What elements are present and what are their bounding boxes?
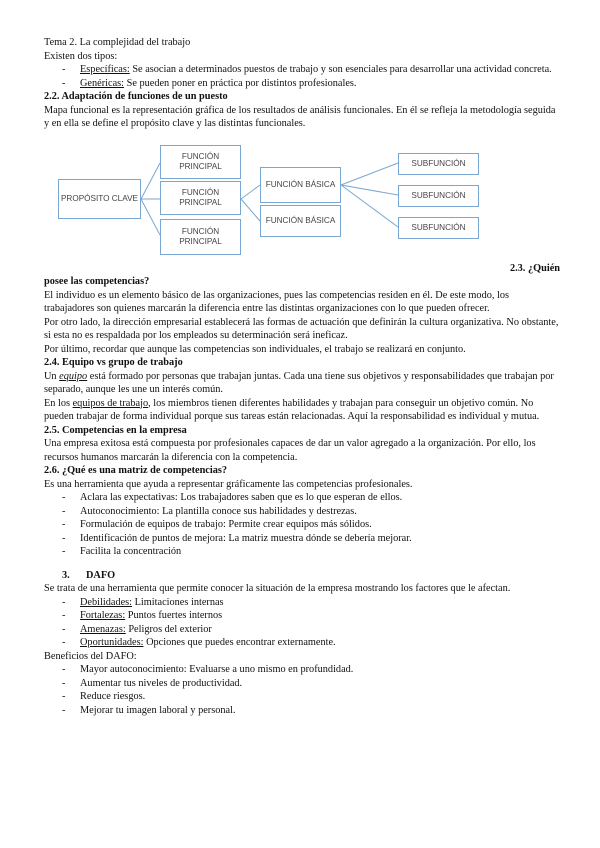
list-item — [44, 623, 560, 637]
diagram-node-sub: SUBFUNCIÓN — [398, 185, 479, 207]
diagram-node-basica: FUNCIÓN BÁSICA — [260, 205, 341, 237]
text-run: Un — [44, 370, 60, 382]
list-term: Fortalezas: — [80, 610, 126, 621]
diagram-node-sub: SUBFUNCIÓN — [398, 217, 479, 239]
text-run: En los — [44, 397, 73, 409]
section-heading-2-4: 2.4. Equipo vs grupo de trabajo — [44, 357, 183, 368]
paragraph: Por último, recordar que aunque las competencias son individuales, el trabajo se realizará en conjunto. — [44, 343, 466, 355]
list-item: - Mayor autoconocimiento: Evaluarse a uno mismo en profundidad. — [44, 663, 560, 677]
list-item — [44, 77, 560, 91]
list-term: Debilidades: — [80, 596, 133, 608]
list-item — [44, 609, 560, 623]
topic-title: Tema 2. La complejidad del trabajo — [44, 37, 191, 48]
matrix-benefits-list — [44, 491, 560, 559]
paragraph: Beneficios del DAFO: — [44, 650, 137, 662]
list-item — [44, 63, 560, 77]
list-item — [44, 596, 560, 610]
connector-line — [241, 199, 260, 221]
list-item: - Mejorar tu imagen laboral y personal. — [44, 704, 560, 718]
list-item: - Aumentar tus niveles de productividad. — [44, 677, 560, 691]
paragraph — [44, 397, 560, 424]
list-text: Se pueden poner en práctica por distintos profesionales. — [124, 77, 357, 89]
paragraph: El individuo es un elemento básico de las organizaciones, pues las competencias residen en él. De este modo, los trabajadores son quienes marcarán la diferencia entre las distintas organizaciones con lo que pueden ofrecer. — [44, 289, 510, 314]
paragraph: Se trata de una herramienta que permite conocer la situación de la empresa mostrando los factores que le afectan. — [44, 583, 511, 594]
list-term: Genéricas: — [80, 77, 125, 89]
paragraph: Una empresa exitosa está compuesta por profesionales capaces de dar un valor agregado a la organización. Por ello, los recursos humanos marcarán la diferencia con la competencia. — [44, 438, 536, 463]
connector-line — [141, 163, 160, 199]
list-term: Específicas: — [80, 64, 130, 75]
functional-map-diagram — [58, 141, 558, 259]
types-list — [44, 63, 560, 90]
term-equipos-de-trabajo: equipos de trabajo — [72, 397, 149, 409]
list-text: Puntos fuertes internos — [125, 610, 223, 621]
dafo-factors-list — [44, 596, 560, 650]
list-text: Se asocian a determinados puestos de trabajo y son esenciales para desarrollar una actividad concreta. — [129, 64, 552, 75]
connector-line — [341, 163, 398, 185]
list-item: - Facilita la concentración — [44, 545, 560, 559]
diagram-node-root: PROPÓSITO CLAVE — [58, 179, 141, 219]
list-item: - Formulación de equipos de trabajo: Permite crear equipos más sólidos. — [44, 518, 560, 532]
term-equipo: equipo — [59, 370, 88, 382]
connector-line — [141, 199, 160, 235]
section-number: 3. — [62, 569, 70, 581]
paragraph — [44, 370, 560, 397]
diagram-node-sub: SUBFUNCIÓN — [398, 153, 479, 175]
connector-line — [341, 185, 398, 195]
document-page — [44, 36, 560, 717]
diagram-node-basica: FUNCIÓN BÁSICA — [260, 167, 341, 203]
list-item: - Aclara las expectativas: Los trabajadores saben que es lo que esperan de ellos. — [44, 491, 560, 505]
connector-line — [241, 185, 260, 199]
list-text: Limitaciones internas — [132, 596, 224, 608]
paragraph: Por otro lado, la dirección empresarial establecerá las formas de actuación que definirán la cultura organizativa. No obstante, si esta no es respaldada por los empleados su determinación será ineficaz. — [44, 316, 559, 341]
list-item: - Autoconocimiento: La plantilla conoce sus habilidades y destrezas. — [44, 505, 560, 519]
list-item — [44, 636, 560, 650]
connector-line — [341, 185, 398, 227]
section-heading-2-3-part1: 2.3. ¿Quién — [509, 262, 560, 274]
section-heading-2-3-part2: posee las competencias? — [44, 276, 150, 287]
section-heading-2-5: 2.5. Competencias en la empresa — [44, 424, 187, 436]
list-term: Amenazas: — [80, 623, 126, 635]
section-title: DAFO — [86, 569, 116, 581]
types-intro: Existen dos tipos: — [44, 50, 118, 62]
diagram-node-principal: FUNCIÓN PRINCIPAL — [160, 145, 241, 179]
section-heading-2-2: 2.2. Adaptación de funciones de un puesto — [44, 91, 228, 102]
diagram-node-principal: FUNCIÓN PRINCIPAL — [160, 219, 241, 255]
dafo-benefits-list — [44, 663, 560, 717]
paragraph: Es una herramienta que ayuda a representar gráficamente las competencias profesionales. — [44, 478, 413, 490]
section-heading-3 — [44, 569, 560, 583]
list-text: Peligros del exterior — [125, 623, 212, 635]
list-term: Oportunidades: — [80, 637, 144, 648]
list-text: Opciones que puedes encontrar externamente. — [143, 637, 336, 648]
section-heading-2-6: 2.6. ¿Qué es una matriz de competencias? — [44, 465, 228, 476]
paragraph: Mapa funcional es la representación gráfica de los resultados de análisis funcionales. En él se refleja la metodología seguida y en ella se define el propósito clave y las distintas funcionales. — [44, 104, 556, 129]
text-run: , los miembros tienen diferentes habilidades y trabajan para conseguir un objetivo común. No pueden trabajar de forma individual porque sus tareas están relacionadas. Aquí la responsabilidad es individual y mutua. — [44, 397, 540, 422]
list-item: - Identificación de puntos de mejora: La matriz muestra dónde se debería mejorar. — [44, 532, 560, 546]
text-run: está formado por personas que trabajan juntas. Cada una tiene sus objetivos y responsabilidades que trabajan por separado, aunque les une un interés común. — [44, 370, 554, 395]
list-item: - Reduce riesgos. — [44, 690, 560, 704]
diagram-node-principal: FUNCIÓN PRINCIPAL — [160, 181, 241, 215]
